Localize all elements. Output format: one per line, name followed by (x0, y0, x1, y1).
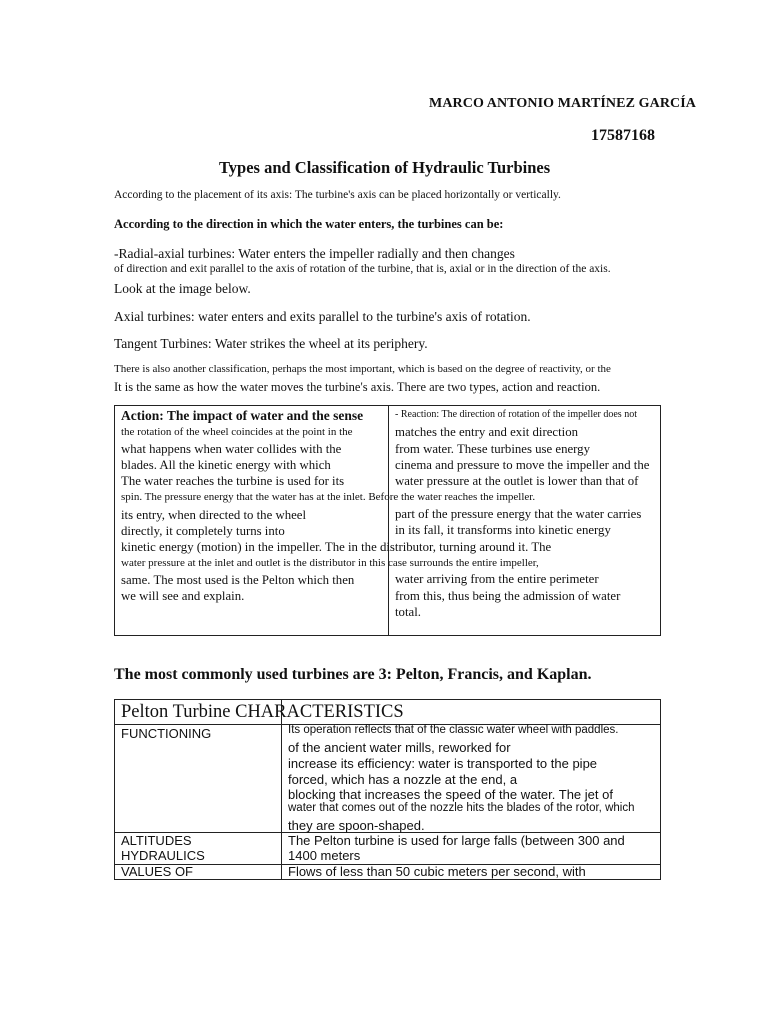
row-label-functioning: FUNCTIONING (121, 726, 212, 741)
reaction-line: cinema and pressure to move the impeller and the (395, 458, 650, 472)
functioning-line: water that comes out of the nozzle hits the blades of the rotor, which (288, 802, 635, 814)
student-id: 17587168 (591, 127, 655, 144)
action-line: the rotation of the wheel coincides at the point in the (121, 426, 353, 438)
action-line: same. The most used is the Pelton which then (121, 573, 355, 587)
pelton-characteristics-table (114, 699, 661, 880)
row-label-hydraulics: HYDRAULICS (121, 848, 205, 863)
action-line: blades. All the kinetic energy with which (121, 458, 331, 472)
action-line: kinetic energy (motion) in the impeller. The in the distributor, turning around it. The (121, 540, 552, 554)
paragraph-axial: Axial turbines: water enters and exits parallel to the turbine's axis of rotation. (114, 309, 531, 324)
row-label-altitudes: ALTITUDES (121, 833, 192, 848)
table-column-divider (388, 406, 389, 635)
altitudes-line: 1400 meters (288, 848, 361, 863)
paragraph-tangent: Tangent Turbines: Water strikes the wheel at its periphery. (114, 336, 428, 351)
reaction-line: part of the pressure energy that the water carries (395, 507, 642, 521)
reaction-line: water arriving from the entire perimeter (395, 572, 599, 586)
action-line: spin. The pressure energy that the water has at the inlet. Before the water reaches the impeller. (121, 491, 536, 503)
table-column-divider (281, 700, 282, 880)
pelton-table-header: Pelton Turbine CHARACTERISTICS (121, 702, 404, 722)
functioning-line: increase its efficiency: water is transported to the pipe (288, 756, 598, 771)
reaction-line: matches the entry and exit direction (395, 425, 578, 439)
functioning-line: of the ancient water mills, reworked for (288, 740, 511, 755)
paragraph-direction-heading: According to the direction in which the water enters, the turbines can be: (114, 217, 504, 231)
paragraph-radial-axial-line-3: Look at the image below. (114, 281, 251, 296)
paragraph-another-line-1: There is also another classification, perhaps the most important, which is based on the degree of reactivity, or the (114, 363, 611, 375)
reaction-line: from this, thus being the admission of water (395, 589, 621, 603)
action-line: Action: The impact of water and the sense (121, 408, 364, 423)
action-line: its entry, when directed to the wheel (121, 508, 307, 522)
reaction-line: from water. These turbines use energy (395, 442, 590, 456)
paragraph-radial-axial-line-1: -Radial-axial turbines: Water enters the impeller radially and then changes (114, 246, 515, 261)
action-line: what happens when water collides with the (121, 442, 342, 456)
action-line: water pressure at the inlet and outlet is the distributor in this case surrounds the entire impeller, (121, 557, 539, 569)
action-line: we will see and explain. (121, 589, 245, 603)
author-name: MARCO ANTONIO MARTÍNEZ GARCÍA (429, 96, 696, 111)
action-line: directly, it completely turns into (121, 524, 285, 538)
altitudes-line: The Pelton turbine is used for large falls (between 300 and (288, 833, 625, 848)
reaction-line: in its fall, it transforms into kinetic energy (395, 523, 611, 537)
action-line: The water reaches the turbine is used for its (121, 474, 345, 488)
action-reaction-table (114, 405, 661, 636)
reaction-line: water pressure at the outlet is lower than that of (395, 474, 639, 488)
values-line: Flows of less than 50 cubic meters per second, with (288, 864, 586, 879)
turbines-subheading: The most commonly used turbines are 3: Pelton, Francis, and Kaplan. (114, 666, 592, 683)
functioning-line: blocking that increases the speed of the water. The jet of (288, 787, 613, 802)
reaction-line: - Reaction: The direction of rotation of the impeller does not (395, 409, 637, 420)
functioning-line: forced, which has a nozzle at the end, a (288, 772, 518, 787)
paragraph-radial-axial-line-2: of direction and exit parallel to the axis of rotation of the turbine, that is, axial or in the direction of the axis. (114, 263, 611, 275)
paragraph-another-line-2: It is the same as how the water moves the turbine's axis. There are two types, action and reaction. (114, 380, 601, 394)
paragraph-axis-placement: According to the placement of its axis: The turbine's axis can be placed horizontally or vertically. (114, 189, 561, 201)
row-label-values: VALUES OF (121, 864, 194, 879)
functioning-line: they are spoon-shaped. (288, 818, 425, 833)
reaction-line: total. (395, 605, 421, 619)
functioning-line: Its operation reflects that of the classic water wheel with paddles. (288, 724, 619, 736)
document-title: Types and Classification of Hydraulic Turbines (219, 158, 551, 177)
